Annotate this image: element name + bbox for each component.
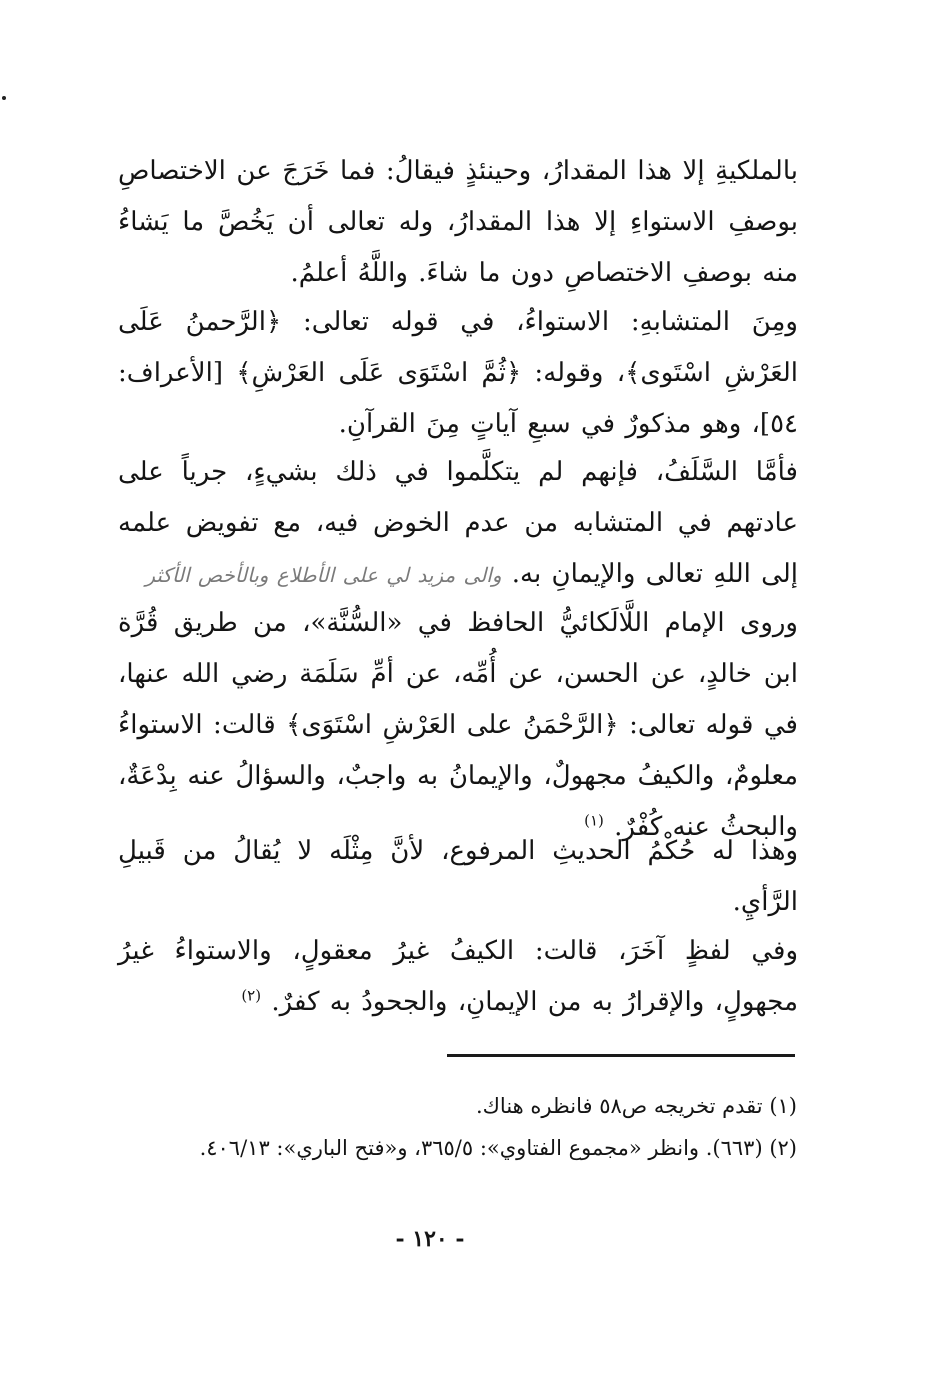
paragraph-text: وفي لفظٍ آخَرَ، قالت: الكيفُ غيرُ معقولٍ، والاستواءُ غيرُ مجهولٍ، والإقرارُ به من الإيمانِ، والجحودُ به كفرٌ. xyxy=(118,936,798,1017)
handwritten-annotation: والى مزيد لي على الأطلاع وبالأخص الأكثر xyxy=(145,563,502,587)
paragraph-text: وروى الإمام اللَّالَكائيُّ الحافظ في «السُّنَّة»، من طريق قُرَّة ابن خالدٍ، عن الحسن، عن أُمِّه، عن أمِّ سَلَمَة رضي الله عنها، في قوله تعالى: ﴿الرَّحْمَنُ على العَرْشِ اسْتَوَى﴾ قالت: الاستواءُ معلومٌ، والكيفُ مجهولٌ، والإيمانُ به واجبٌ، والسؤالُ عنه بِدْعَةٌ، والبحثُ عنه كُفْرٌ. xyxy=(118,608,798,842)
paragraph-text: وهذا له حُكْمُ الحديثِ المرفوع، لأنَّ مِثْلَه لا يُقالُ من قَبيلِ الرَّأيِ. xyxy=(118,836,798,917)
paragraph-mutashabih xyxy=(118,297,798,450)
footnote-ref-2: (٢) xyxy=(241,986,262,1005)
paragraph-lalakai xyxy=(118,598,798,853)
footnote-ref-1: (١) xyxy=(584,811,604,830)
paragraph-text: ومِنَ المتشابهِ: الاستواءُ، في قوله تعالى: ﴿الرَّحمنُ عَلَى العَرْشِ اسْتَوى﴾، وقوله: ﴿ثُمَّ اسْتَوَى عَلَى العَرْشِ﴾ [الأعراف: ٥٤]، وهو مذكورٌ في سبعِ آياتٍ مِنَ القرآنِ. xyxy=(118,307,798,439)
paragraph-hukm xyxy=(118,826,798,928)
paragraph-text: بالملكيةِ إلا هذا المقدارُ، وحينئذٍ فيقالُ: فما خَرَجَ عن الاختصاصِ بوصفِ الاستواءِ إلا هذا المقدارُ، وله تعالى أن يَخُصَّ ما يَشاءُ منه بوصفِ الاختصاصِ دون ما شاءَ. واللَّهُ أعلمُ. xyxy=(118,156,798,288)
paragraph-salaf xyxy=(118,447,798,601)
footnote-1: (١) تقدم تخريجه ص٥٨ فانظره هناك. xyxy=(475,1094,797,1118)
paragraph-milkiyya xyxy=(118,146,798,299)
paragraph-text: فأمَّا السَّلَفُ، فإنهم لم يتكلَّموا في ذلك بشيءٍ، جرياً على عادتهم في المتشابه من عدم الخوض فيه، مع تفويض علمه إلى اللهِ تعالى والإيمانِ به. xyxy=(118,457,798,589)
margin-mark xyxy=(2,96,6,100)
page-number: - ١٢٠ - xyxy=(395,1226,465,1252)
paragraph-lafz-akhar xyxy=(118,926,798,1028)
footnote-2: (٢) (٦٦٣). وانظر «مجموع الفتاوي»: ٣٦٥/٥، و«فتح الباري»: ٤٠٦/١٣. xyxy=(199,1136,797,1160)
footnote-separator xyxy=(447,1054,795,1057)
